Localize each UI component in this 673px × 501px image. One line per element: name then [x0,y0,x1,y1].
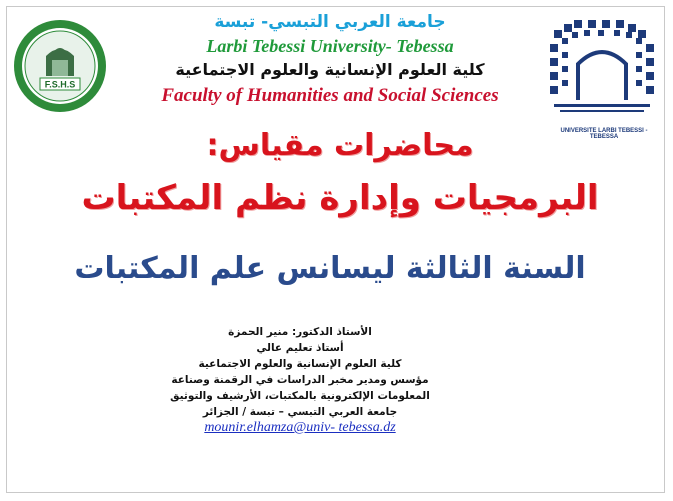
university-emblem-logo [548,20,660,130]
university-name-english: Larbi Tebessi University- Tebessa [206,36,454,56]
faculty-name-arabic: كلية العلوم الإنسانية والعلوم الاجتماعية [175,60,485,79]
faculty-seal-logo [12,18,108,114]
author-rank: أستاذ تعليم عالي [256,342,344,354]
author-email-link[interactable]: mounir.elhamza@univ- tebessa.dz [204,420,396,435]
seal-text: F.S.H.S [44,79,76,90]
faculty-name-english: Faculty of Humanities and Social Sciences [161,85,499,106]
lecture-title-label: محاضرات مقياس: [206,128,474,163]
course-title: البرمجيات وإدارة نظم المكتبات [81,178,599,218]
author-faculty: كلية العلوم الإنسانية والعلوم الاجتماعية [198,358,402,370]
author-lab-line-2: المعلومات الإلكترونية بالمكتبات، الأرشيف والتوثيق [170,390,430,402]
author-university: جامعة العربي التبسي – تبسة / الجزائر [202,406,398,418]
level-title: السنة الثالثة ليسانس علم المكتبات [74,251,586,286]
author-name: الأستاذ الدكتور: منير الحمزة [228,326,372,338]
author-lab-line-1: مؤسس ومدير مخبر الدراسات في الرقمنة وصناعة [171,374,429,386]
university-name-arabic: جامعة العربي التبسي- تبسة [214,12,446,32]
university-emblem-caption: UNIVERSITE LARBI TEBESSI - TEBESSA [560,128,648,140]
